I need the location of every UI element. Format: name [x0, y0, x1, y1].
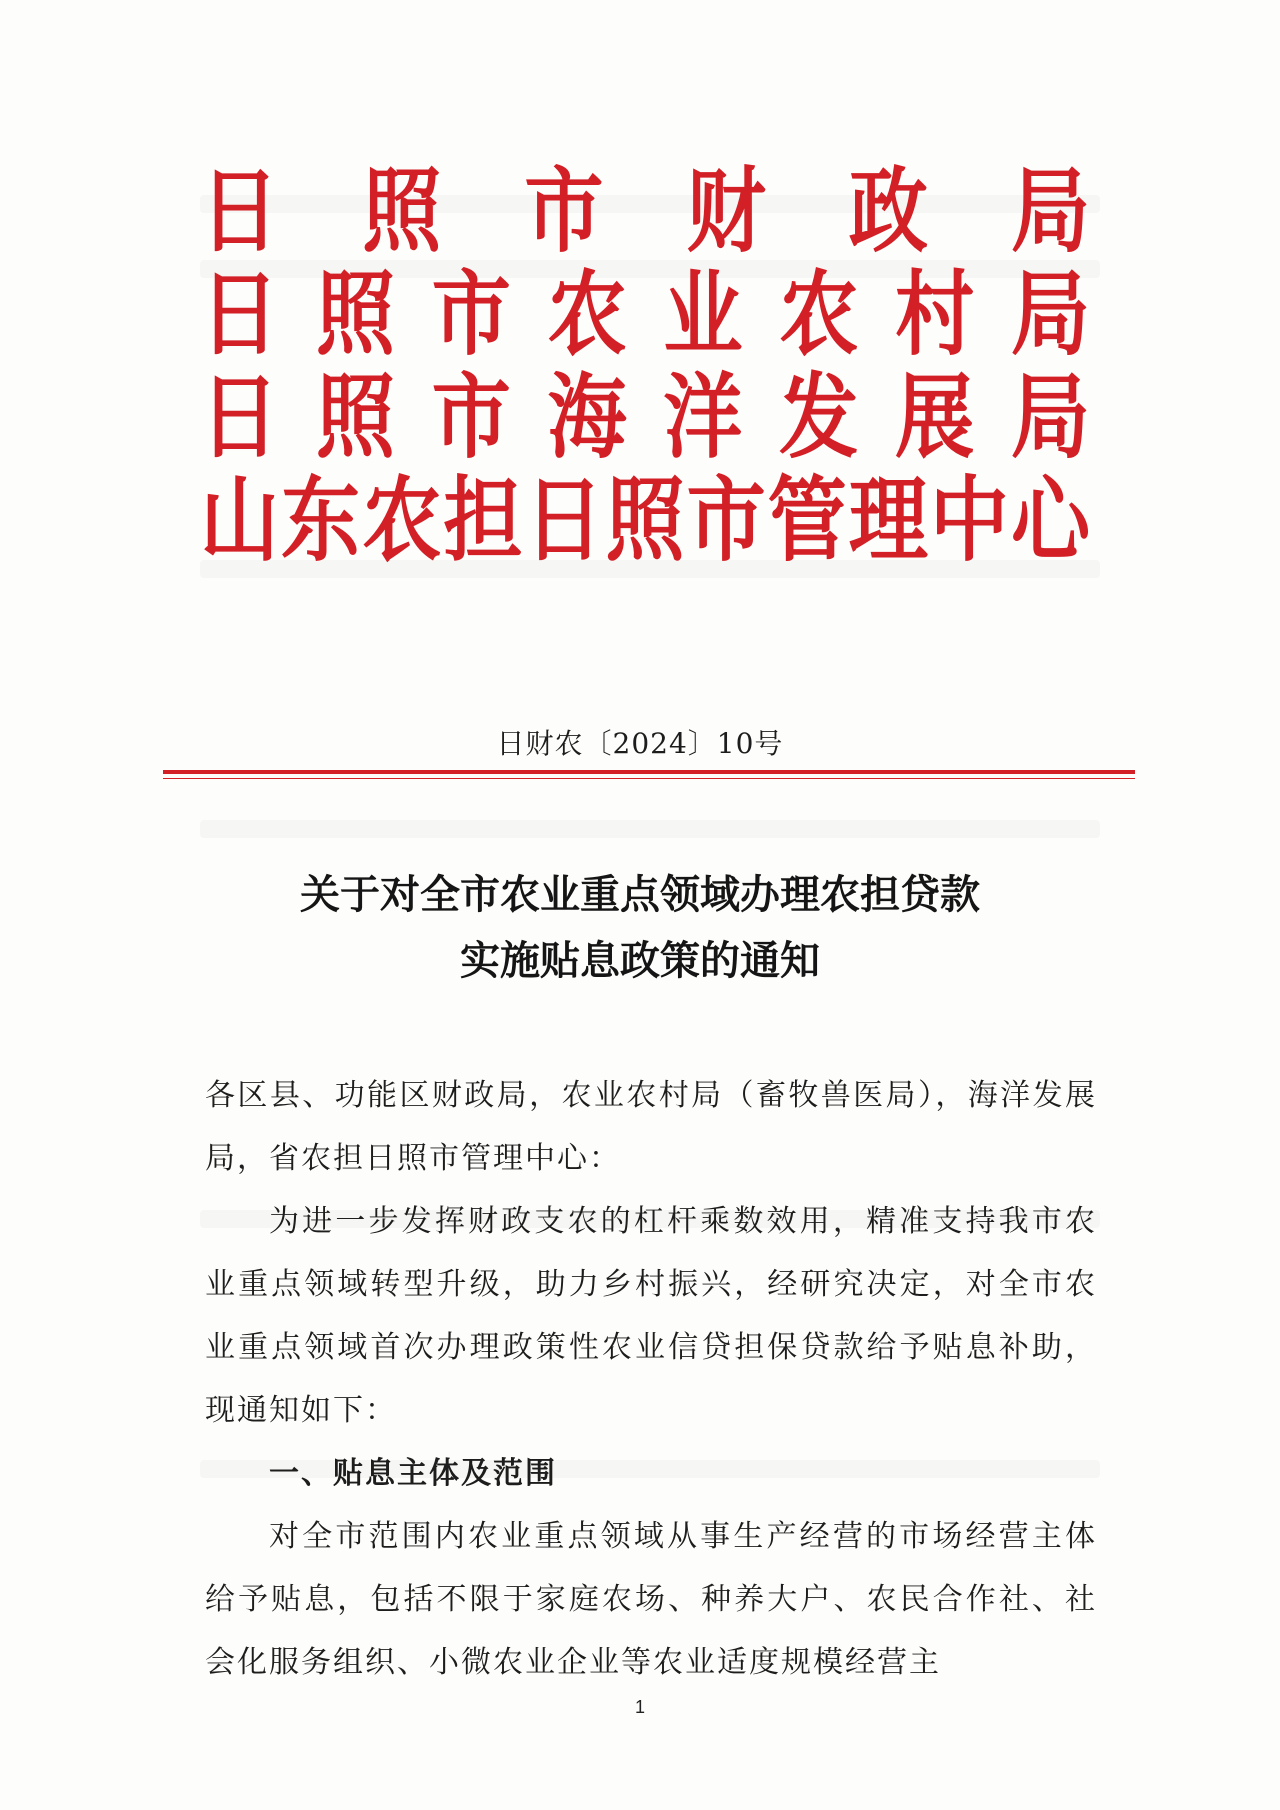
issuer-char: 村 — [895, 261, 975, 368]
issuer-char: 日 — [524, 467, 604, 574]
issuer-char: 照 — [315, 364, 395, 471]
issuer-char: 财 — [686, 158, 766, 265]
issuer-char: 市 — [524, 158, 604, 265]
issuer-char: 农 — [547, 261, 627, 368]
page-number: 1 — [634, 1697, 645, 1717]
document-title — [0, 862, 1280, 994]
issuer-char: 农 — [779, 261, 859, 368]
issuer-char: 山 — [200, 467, 280, 574]
issuer-char: 洋 — [663, 364, 743, 471]
issuer-char: 管 — [767, 467, 847, 574]
issuer-char: 照 — [362, 158, 442, 265]
red-separator-rule — [163, 770, 1135, 774]
issuer-line — [200, 160, 1090, 263]
red-separator-rule-thin — [163, 778, 1135, 779]
issuer-char: 市 — [686, 467, 766, 574]
bleed-through-mark — [200, 820, 1100, 838]
issuer-char: 政 — [848, 158, 928, 265]
issuer-char: 担 — [443, 467, 523, 574]
addressee-paragraph: 各区县、功能区财政局，农业农村局（畜牧兽医局），海洋发展局，省农担日照市管理中心： — [205, 1078, 1097, 1176]
issuer-line — [200, 469, 1090, 572]
issuer-char: 照 — [605, 467, 685, 574]
issuer-line — [200, 263, 1090, 366]
issuer-char: 农 — [362, 467, 442, 574]
section-paragraph: 对全市范围内农业重点领域从事生产经营的市场经营主体给予贴息，包括不限于家庭农场、种养大户、农民合作社、社会化服务组织、小微农业企业等农业适度规模经营主 — [205, 1519, 1097, 1680]
issuer-char: 理 — [848, 467, 928, 574]
issuer-char: 日 — [200, 261, 280, 368]
issuer-char: 市 — [431, 364, 511, 471]
issuer-char: 海 — [547, 364, 627, 471]
document-number: 日财农〔2024〕10号 — [496, 727, 784, 760]
issuer-char: 局 — [1010, 261, 1091, 368]
issuer-char: 照 — [315, 261, 395, 368]
issuer-char: 中 — [929, 467, 1009, 574]
title-line-1: 关于对全市农业重点领域办理农担贷款 — [300, 872, 980, 918]
issuer-char: 日 — [200, 158, 280, 265]
intro-paragraph: 为进一步发挥财政支农的杠杆乘数效用，精准支持我市农业重点领域转型升级，助力乡村振兴，经研究决定，对全市农业重点领域首次办理政策性农业信贷担保贷款给予贴息补助，现通知如下： — [205, 1204, 1097, 1428]
issuer-char: 局 — [1010, 364, 1091, 471]
issuer-char: 日 — [200, 364, 280, 471]
issuer-char: 展 — [895, 364, 975, 471]
issuing-authorities-header — [200, 160, 1090, 572]
section-heading: 一、贴息主体及范围 — [269, 1456, 557, 1491]
issuer-char: 市 — [431, 261, 511, 368]
issuer-char: 发 — [779, 364, 859, 471]
issuer-char: 心 — [1010, 467, 1091, 574]
title-line-2: 实施贴息政策的通知 — [460, 938, 820, 984]
issuer-char: 东 — [281, 467, 361, 574]
issuer-char: 业 — [663, 261, 743, 368]
issuer-line — [200, 366, 1090, 469]
document-body — [205, 1064, 1097, 1694]
issuer-char: 局 — [1010, 158, 1091, 265]
